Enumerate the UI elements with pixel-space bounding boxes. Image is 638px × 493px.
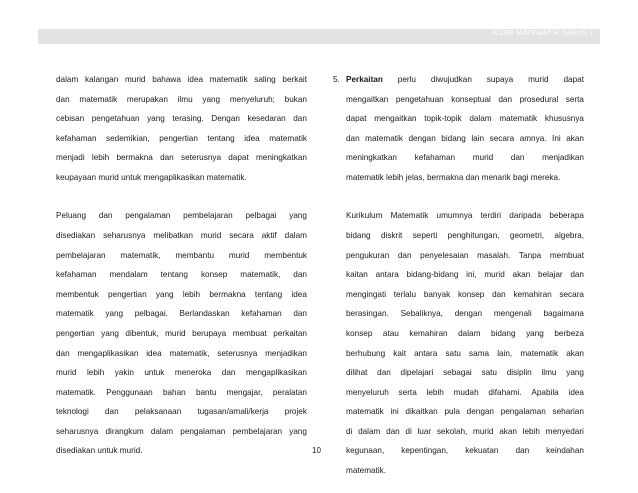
text-line: meningkatkan kefahaman murid dan menjadikan (346, 153, 584, 163)
text-line: mengaitkan pengetahuan konseptual dan prosedural serta (346, 94, 584, 104)
text-line: konsep atau kemahiran dalam bidang yang berbeza (346, 328, 584, 338)
text-line: disediakan untuk murid. (56, 446, 143, 456)
page-number: 10 (312, 446, 321, 455)
text-line: matematik. Penggunaan bahan bantu mengajar, peralatan (56, 387, 307, 397)
text-line: pengukuran dan penyelesaian masalah. Tanpa membuat (346, 250, 584, 260)
text-line: dalam kalangan murid bahawa idea matematik saling berkait (56, 75, 307, 84)
text-line: pengertian yang dibentuk, murid berupaya membuat perkaitan (56, 328, 307, 338)
text-line: kegunaan, kepentingan, kekuatan dan keindahan (346, 446, 584, 456)
header-title: KSSR MATEMATIK TAHUN 1 (493, 30, 594, 37)
text-line: matematik ini dikaitkan pula dengan pengalaman seharian (346, 407, 584, 417)
text-line: matematik lebih jelas, bermakna dan menarik bagi mereka. (346, 172, 561, 182)
text-line: menyeluruh serta lebih mudah difahami. Apabila idea (346, 387, 584, 397)
text-line: matematik yang pelbagai. Berlandaskan kefahaman dan (56, 309, 307, 319)
text-line: mengingati terlalu banyak konsep dan kemahiran secara (346, 289, 584, 299)
text-line: murid lebih yakin untuk meneroka dan mengaplikasikan (56, 368, 307, 378)
item-number: 5. (333, 75, 340, 84)
text-line: berasingan. Sebaliknya, dengan mengenali bagaimana (346, 309, 584, 319)
text-line: cebisan pengetahuan yang terasing. Dengan kesedaran dan (56, 114, 307, 124)
paragraph (56, 206, 307, 461)
paragraph (56, 70, 307, 188)
text-line: di dalam dan di luar sekolah, murid akan lebih menyedari (346, 426, 584, 436)
text-line: kefahaman mendalam tentang konsep matematik, dan (56, 270, 307, 280)
text-line: pembelajaran matematik, membantu murid membentuk (56, 250, 307, 260)
text-line: bidang diskrit seperti penghitungan, geometri, algebra, (346, 230, 584, 240)
text-line: keupayaan murid untuk mengaplikasikan matematik. (56, 172, 247, 182)
text-line: dilihat dan dipelajari sebagai satu disiplin ilmu yang (346, 368, 584, 378)
text-line: matematik. (346, 466, 387, 476)
item-heading: Perkaitan (346, 75, 383, 84)
paragraph (346, 70, 584, 188)
text-line: dan matematik dengan bidang lain secara amnya. Ini akan (346, 133, 584, 143)
header-bar (38, 29, 600, 44)
right-column (333, 70, 584, 481)
left-column (56, 70, 307, 461)
paragraph (346, 206, 584, 480)
text-line: Peluang dan pengalaman pembelajaran pelbagai yang (56, 211, 307, 221)
text-line: dapat mengaitkan topik-topik dalam matematik khususnya (346, 114, 584, 124)
text-line: dan matematik merupakan ilmu yang menyeluruh; bukan (56, 94, 307, 104)
text-line: Kurikulum Matematik umumnya terdiri daripada beberapa (346, 211, 584, 221)
text-line: seharusnya dirangkum dalam pengalaman pembelajaran yang (56, 426, 307, 436)
text-line: teknologi dan pelaksanaan tugasan/amali/kerja projek (56, 407, 307, 417)
text-line: berhubung kait antara satu sama lain, matematik akan (346, 348, 584, 358)
text-line: kaitan antara bidang-bidang ini, murid akan belajar dan (346, 270, 584, 280)
text-line: Perkaitan perlu diwujudkan supaya murid dapat (346, 70, 584, 90)
text-line: menjadi lebih bermakna dan seterusnya dapat meningkatkan (56, 153, 307, 163)
text-line: disediakan seharusnya melibatkan murid secara aktif dalam (56, 230, 307, 240)
text-line: dan mengaplikasikan idea matematik, seterusnya menjadikan (56, 348, 307, 358)
text-line: membentuk pengertian yang lebih bermakna tentang idea (56, 289, 307, 299)
text-line: kefahaman sedemikian, pengertian tentang idea matematik (56, 133, 307, 143)
